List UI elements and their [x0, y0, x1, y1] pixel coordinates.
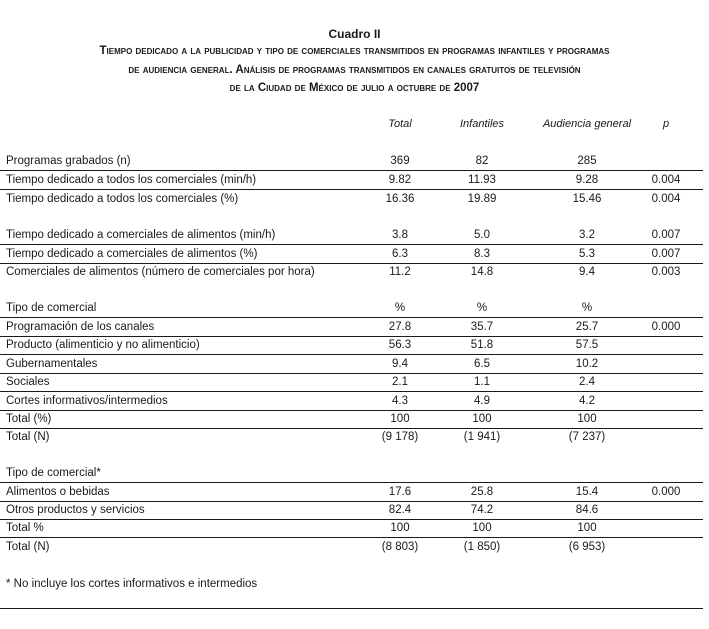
cell-p: 0.000: [651, 321, 681, 333]
cell-audiencia: 5.3: [579, 248, 595, 260]
cell-audiencia: 9.4: [579, 266, 595, 278]
table-title-line-3: de la Ciudad de México de julio a octubre de 2007: [229, 82, 480, 94]
cell-infantiles: 6.5: [474, 358, 490, 370]
table-row-total-n: [0, 538, 703, 556]
cell-infantiles: (1 850): [463, 541, 501, 553]
cell-total: 4.3: [392, 395, 408, 407]
table-caption: [0, 26, 709, 98]
row-label: Comerciales de alimentos (número de comerciales por hora): [6, 266, 315, 278]
row-label: Tiempo dedicado a comerciales de alimentos (min/h): [6, 229, 276, 241]
table-row: [0, 355, 703, 374]
cell-audiencia: (7 237): [568, 431, 606, 443]
cell-p: 0.000: [651, 486, 681, 498]
cell-infantiles: 100: [472, 522, 492, 534]
table-row-total: [0, 410, 703, 429]
row-label: Tipo de comercial: [6, 302, 97, 314]
cell-audiencia: 25.7: [575, 321, 599, 333]
column-header-total: Total: [388, 118, 412, 130]
cell-infantiles: 74.2: [470, 504, 494, 516]
cell-total: 369: [390, 155, 410, 167]
cell-total: 11.2: [389, 266, 411, 278]
table-title-line-2: de audiencia general. Análisis de programas transmitidos en canales gratuitos de televisión: [128, 63, 581, 76]
row-label: Otros productos y servicios: [6, 504, 145, 516]
cell-total: 100: [390, 522, 410, 534]
cell-infantiles: 82: [475, 155, 489, 167]
table-number: Cuadro II: [328, 27, 381, 41]
row-label: Tiempo dedicado a todos los comerciales (%): [6, 193, 239, 205]
cell-p: 0.007: [651, 248, 681, 260]
bottom-rule: [0, 608, 703, 609]
cell-audiencia: 15.46: [572, 193, 602, 205]
cell-infantiles: 11.93: [468, 174, 496, 186]
cell-audiencia: 4.2: [579, 395, 595, 407]
table-row-total: [0, 519, 703, 538]
cell-audiencia: %: [581, 302, 593, 314]
table-row: [0, 501, 703, 520]
row-label: Sociales: [6, 376, 50, 388]
table-row-subheader: [0, 464, 703, 483]
cell-audiencia: 84.6: [575, 504, 599, 516]
cell-total: 3.8: [392, 229, 408, 241]
table-title-line-1: Tiempo dedicado a la publicidad y tipo de comerciales transmitidos en programas infantiles y programas: [99, 45, 610, 57]
cell-total: 17.6: [388, 486, 412, 498]
table-row: [0, 171, 703, 190]
cell-infantiles: 5.0: [474, 229, 490, 241]
row-label: Tiempo dedicado a comerciales de alimentos (%): [6, 248, 258, 260]
row-label: Tipo de comercial*: [6, 467, 101, 479]
cell-audiencia: 9.28: [575, 174, 599, 186]
cell-total: (9 178): [381, 431, 419, 443]
cell-total: 100: [390, 413, 410, 425]
cell-audiencia: 10.2: [575, 358, 599, 370]
column-header-p: p: [662, 118, 670, 130]
cell-audiencia: 2.4: [579, 376, 595, 388]
table-row-total-n: [0, 428, 703, 446]
cell-audiencia: 3.2: [579, 229, 595, 241]
cell-total: 27.8: [388, 321, 412, 333]
cell-infantiles: 4.9: [474, 395, 490, 407]
cell-audiencia: 100: [577, 522, 597, 534]
cell-infantiles: 51.8: [470, 339, 494, 351]
cell-infantiles: 100: [472, 413, 492, 425]
table-row: [0, 336, 703, 355]
cell-infantiles: 8.3: [474, 248, 490, 260]
cell-audiencia: 100: [577, 413, 597, 425]
cell-infantiles: 19.89: [467, 193, 497, 205]
table-row: [0, 190, 703, 208]
column-header-audiencia-general: Audiencia general: [542, 118, 632, 130]
row-label: Total (N): [6, 541, 50, 553]
cell-infantiles: (1 941): [463, 431, 501, 443]
cell-infantiles: 35.7: [470, 321, 494, 333]
table-row-subheader: [0, 299, 703, 318]
row-label: Total (%): [6, 413, 52, 425]
table-row: [0, 392, 703, 411]
cell-audiencia: 57.5: [575, 339, 599, 351]
table-row: [0, 318, 703, 337]
row-label: Gubernamentales: [6, 358, 98, 370]
cell-total: 82.4: [388, 504, 412, 516]
cell-total: 56.3: [388, 339, 412, 351]
table-row: [0, 483, 703, 502]
cell-total: 2.1: [392, 376, 408, 388]
cell-audiencia: (6 953): [568, 541, 606, 553]
cell-audiencia: 15.4: [575, 486, 599, 498]
cell-total: 9.82: [388, 174, 412, 186]
column-header-infantiles: Infantiles: [459, 118, 505, 130]
row-label: Programas grabados (n): [6, 155, 131, 167]
cell-p: 0.004: [651, 174, 681, 186]
cell-p: 0.004: [651, 193, 681, 205]
row-label: Cortes informativos/intermedios: [6, 395, 168, 407]
cell-infantiles: 14.8: [470, 266, 494, 278]
cell-infantiles: 25.8: [470, 486, 494, 498]
cell-infantiles: %: [476, 302, 488, 314]
row-label: Producto (alimenticio y no alimenticio): [6, 339, 200, 351]
row-label: Programación de los canales: [6, 321, 155, 333]
row-label: Alimentos o bebidas: [6, 486, 110, 498]
table-row: [0, 152, 703, 171]
table-footnote: * No incluye los cortes informativos e intermedios: [6, 578, 258, 590]
cell-p: 0.003: [651, 266, 681, 278]
row-label: Total (N): [6, 431, 50, 443]
cell-p: 0.007: [651, 229, 681, 241]
table-row: [0, 263, 703, 281]
row-label: Total %: [6, 522, 44, 534]
row-label: Tiempo dedicado a todos los comerciales (min/h): [6, 174, 257, 186]
table-row: [0, 245, 703, 264]
cell-total: 16.36: [385, 193, 415, 205]
table-row: [0, 226, 703, 245]
cell-total: (8 803): [381, 541, 419, 553]
cell-total: %: [394, 302, 406, 314]
cell-total: 6.3: [392, 248, 408, 260]
table-row: [0, 373, 703, 392]
cell-total: 9.4: [392, 358, 408, 370]
cell-audiencia: 285: [577, 155, 597, 167]
cell-infantiles: 1.1: [474, 376, 490, 388]
